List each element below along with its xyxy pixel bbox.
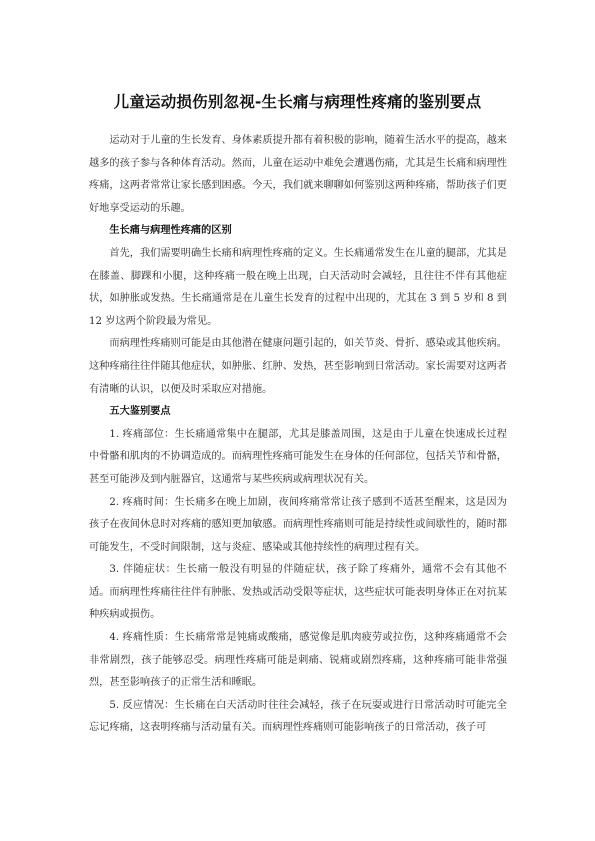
point-nature: 4. 疼痛性质：生长痛常常是钝痛或酸痛，感觉像是肌肉疲劳或拉伤，这种疼痛通常不会非常剧烈，孩子能够忍受。病理性疼痛可能是刺痛、锐痛或剧烈疼痛，这种疼痛可能非常强烈，甚至影响孩子的正常生活和睡眠。: [89, 632, 507, 689]
paragraph-definition: 首先，我们需要明确生长痛和病理性疼痛的定义。生长痛通常发生在儿童的腿部，尤其是在膝盖、脚踝和小腿，这种疼痛一般在晚上出现，白天活动时会减轻，且往往不伴有其他症状，如肿胀或发热。生长痛通常是在儿童生长发育的过程中出现的，尤其在 3 到 5 岁和 8 到 12 岁这两个阶段最为常见。: [89, 247, 507, 327]
intro-paragraph: 运动对于儿童的生长发育、身体素质提升都有着积极的影响，随着生活水平的提高，越来越多的孩子参与各种体育活动。然而，儿童在运动中难免会遭遇伤痛，尤其是生长痛和病理性疼痛，这两者常常让家长感到困惑。今天，我们就来聊聊如何鉴别这两种疼痛，帮助孩子们更好地享受运动的乐趣。: [89, 135, 507, 214]
point-reaction: 5. 反应情况：生长痛在白天活动时往往会减轻，孩子在玩耍或进行日常活动时可能完全忘记疼痛，这表明疼痛与活动量有关。而病理性疼痛则可能影响孩子的日常活动，孩子可: [89, 699, 507, 734]
paragraph-pathological: 而病理性疼痛则可能是由其他潜在健康问题引起的，如关节炎、骨折、感染或其他疾病。这种疼痛往往伴随其他症状，如肿胀、红肿、发热，甚至影响到日常活动。家长需要对这两者有清晰的认识，以便及时采取应对措施。: [89, 338, 507, 395]
page-title: 儿童运动损伤别忽视-生长痛与病理性疼痛的鉴别要点: [113, 93, 482, 111]
section-heading-difference: 生长痛与病理性疼痛的区别: [109, 225, 232, 237]
article-body: [89, 130, 507, 740]
point-location: 1. 疼痛部位：生长痛通常集中在腿部，尤其是膝盖周围，这是由于儿童在快速成长过程中骨骼和肌肉的不协调造成的。而病理性疼痛可能发生在身体的任何部位，包括关节和骨骼，甚至可能涉及到内脏器官，这通常与某些疾病或病理状况有关。: [89, 428, 507, 485]
point-time: 2. 疼痛时间：生长痛多在晚上加剧，夜间疼痛常常让孩子感到不适甚至醒来，这是因为孩子在夜间休息时对疼痛的感知更加敏感。而病理性疼痛则可能是持续性或间歇性的，随时都可能发生，不受时间限制，这与炎症、感染或其他持续性的病理过程有关。: [89, 496, 507, 553]
point-symptoms: 3. 伴随症状：生长痛一般没有明显的伴随症状，孩子除了疼痛外，通常不会有其他不适。而病理性疼痛往往伴有肿胀、发热或活动受限等症状，这些症状可能表明身体正在对抗某种疾病或损伤。: [89, 564, 507, 621]
section-heading-five-points: 五大鉴别要点: [109, 406, 171, 418]
